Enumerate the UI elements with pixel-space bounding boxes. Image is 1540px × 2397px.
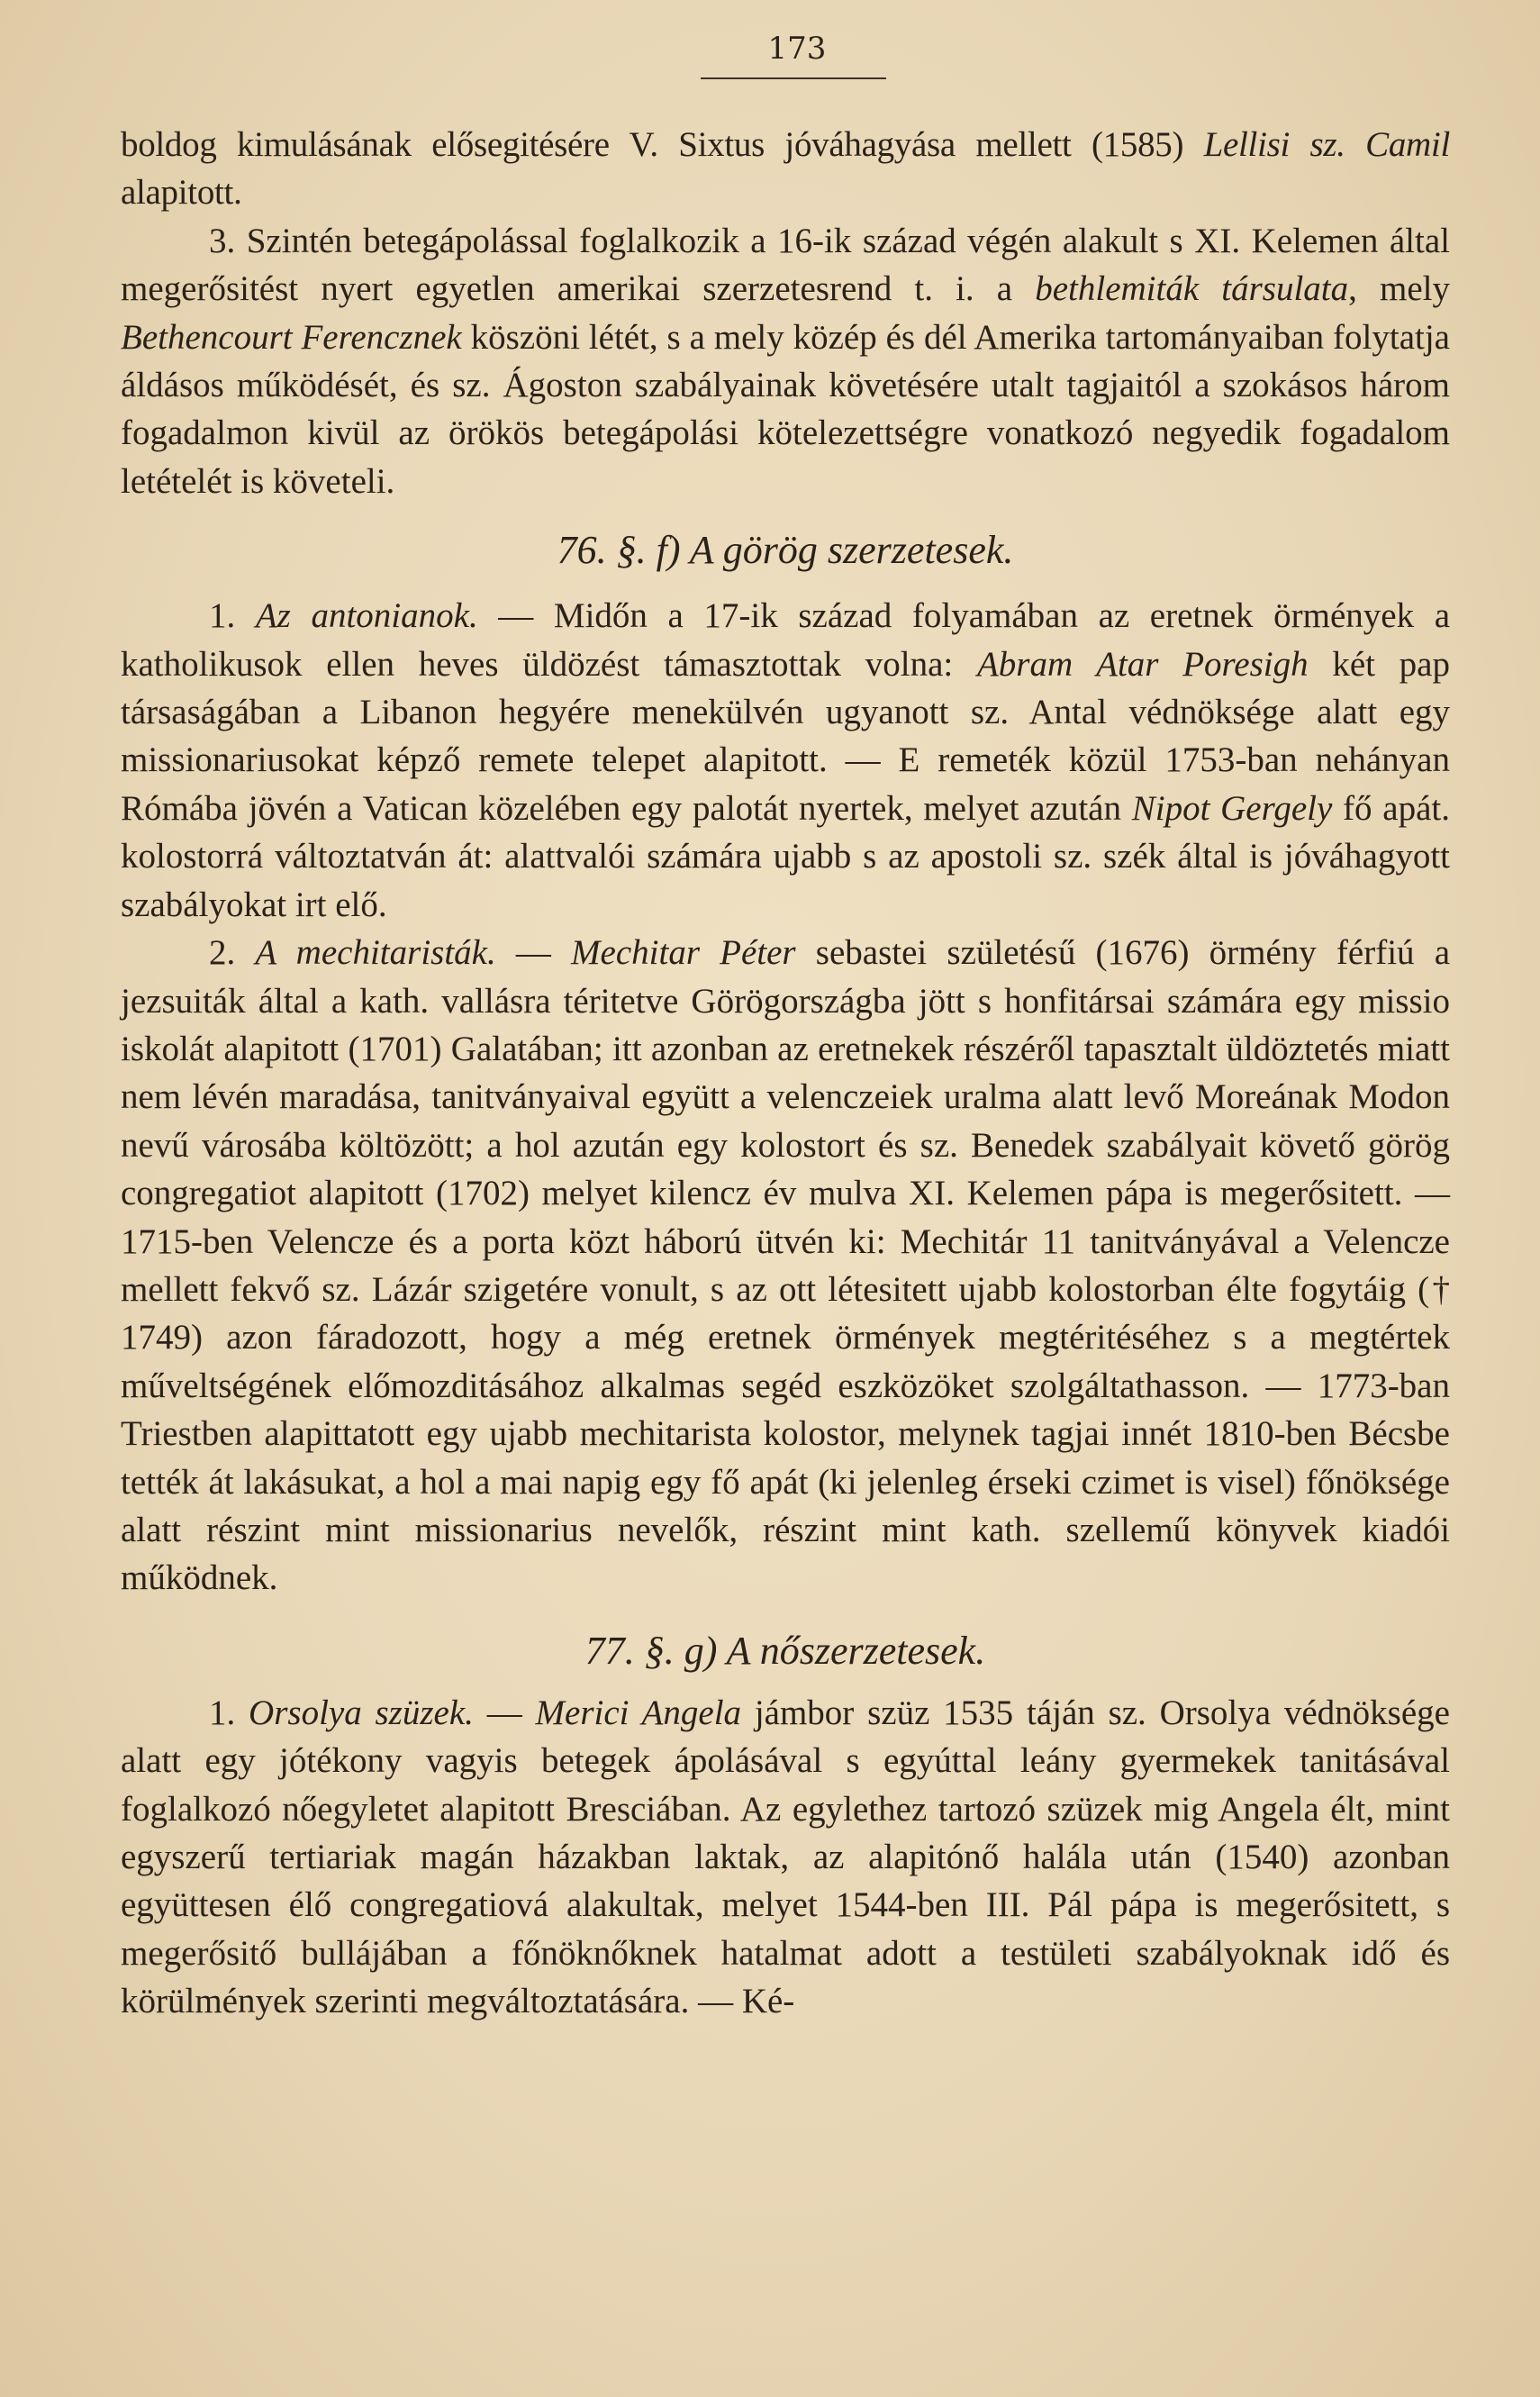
antonianok-text-b: két pap társaságában a Libanon hegyére menekülvén ugyanott sz. Antal védnöksége alatt egy missionariusokat képző remete telepet alapitott. — E remeték közül 1753-ban nehányan Rómába jövén a Vatican közelében egy palotát nyertek, melyet azután — [121, 644, 1450, 828]
orsolya-number: 1. — [209, 1693, 249, 1732]
mechitaristak-number: 2. — [209, 933, 256, 973]
continuation-founder: Lellisi sz. Camil — [1203, 125, 1450, 164]
mechitaristak-person: Mechitar Péter — [571, 933, 796, 973]
continuation-text: boldog kimulásának elősegitésére V. Sixtus jóváhagyása mellett (1585) — [121, 125, 1204, 164]
item3-text-c: köszöni létét, s a mely közép és dél Amerika tartományaiban folytatja áldásos működését, és sz. Ágoston szabályainak követésére utalt tagjaitól a szokásos három fogadalmon kivül az örökös betegápolási kötelezettségre vonatkozó negyedik fogadalom letételét is követeli. — [121, 317, 1450, 501]
page-number-rule — [701, 77, 886, 79]
item3-founder: Bethencourt Ferencznek — [121, 317, 462, 357]
page-number: 173 — [767, 31, 827, 67]
orsolya-person: Merici Angela — [535, 1693, 742, 1732]
orsolya-text-a: — — [473, 1693, 536, 1732]
orsolya-text-b: jámbor szüz 1535 táján sz. Orsolya védnöksége alatt egy jótékony vagyis betegek ápolásával s egyúttal leány gyermekek tanitásával foglalkozó nőegyletet alapitott Bresciában. Az egylethez tartozó szüzek mig Angela élt, mint egyszerű tertiariak magán házakban laktak, az alapitónő halála után (1540) azonban együttesen élő congregatiová alakultak, melyet 1544-ben III. Pál pápa is megerősitett, s megerősitő bullájában a főnöknőknek hatalmat adott a testületi szabályoknak idő és körülmények szerinti megváltoztatására. — Ké- — [121, 1693, 1450, 2021]
orsolya-title: Orsolya szüzek. — [249, 1693, 474, 1732]
antonianok-person: Abram Atar Poresigh — [976, 644, 1309, 684]
item3-text-a: 3. Szintén betegápolással foglalkozik a 16-ik század végén alakult s XI. Kelemen által megerősitést nyert egyetlen amerikai szerzetesrend t. i. a — [121, 221, 1450, 309]
mechitaristak-text-a: — — [495, 933, 572, 973]
item3-order-name: bethlemiták társulata — [1035, 269, 1349, 309]
antonianok-text-c: fő apát. kolostorrá változtatván át: alattvalói számára ujabb s az apostoli sz. szék által is jóváhagyott szabályokat irt elő. — [121, 788, 1450, 924]
antonianok-person2: Nipot Gergely — [1131, 788, 1333, 828]
antonianok-number: 1. — [209, 596, 256, 636]
section-77-heading: 77. §. g) A nőszerzetesek. — [584, 1628, 986, 1673]
mechitaristak-text-b: sebastei születésű (1676) örmény férfiú a jezsuiták által a kath. vallásra téritetve Görögországba jött s honfitársai számára egy missio iskolát alapitott (1701) Galatában; itt azonban az eretnekek részéről tapasztalt üldöztetés miatt nem lévén maradása, tanitványaival együtt a velenczeiek uralma alatt levő Moreának Modon nevű városába költözött; a hol azután egy kolostort és sz. Benedek szabályait követő görög congregatiot alapitott (1702) melyet kilencz év mulva XI. Kelemen pápa is megerősitett. — 1715-ben Velencze és a porta közt háború ütvén ki: Mechitár 11 tanitványával a Velencze mellett fekvő sz. Lázár szigetére vonult, s az ott létesitett ujabb kolostorban élte fogytáig († 1749) azon fáradozott, hogy a még eretnek örmények megtéritéséhez s a megtértek műveltségének előmozditásához alkalmas segéd eszközöket szolgáltathasson. — 1773-ban Triestben alapittatott egy ujabb mechitarista kolostor, melynek tagjai innét 1810-ben Bécsbe tették át lakásukat, a hol a mai napig egy fő apát (ki jelenleg érseki czimet is visel) főnöksége alatt részint mint missionarius nevelők, részint mint kath. szellemű könyvek kiadói működnek. — [121, 933, 1450, 1598]
antonianok-title: Az antonianok. — [255, 596, 478, 636]
page-body — [121, 121, 1450, 2026]
mechitaristak-paragraph — [121, 929, 1450, 1603]
mechitaristak-title: A mechitaristák. — [255, 933, 496, 973]
continuation-paragraph — [121, 121, 1450, 217]
antonianok-paragraph — [121, 592, 1450, 929]
orsolya-paragraph — [121, 1689, 1450, 2026]
antonianok-text-a: — Midőn a 17-ik század folyamában az eretnek örmények a katholikusok ellen heves üldözést támasztottak volna: — [121, 596, 1451, 684]
section-76-heading: 76. §. f) A görög szerzetesek. — [557, 528, 1014, 573]
item3-text-b: , mely — [1348, 269, 1450, 309]
continuation-text-end: alapitott. — [121, 173, 242, 213]
item3-paragraph — [121, 217, 1450, 505]
